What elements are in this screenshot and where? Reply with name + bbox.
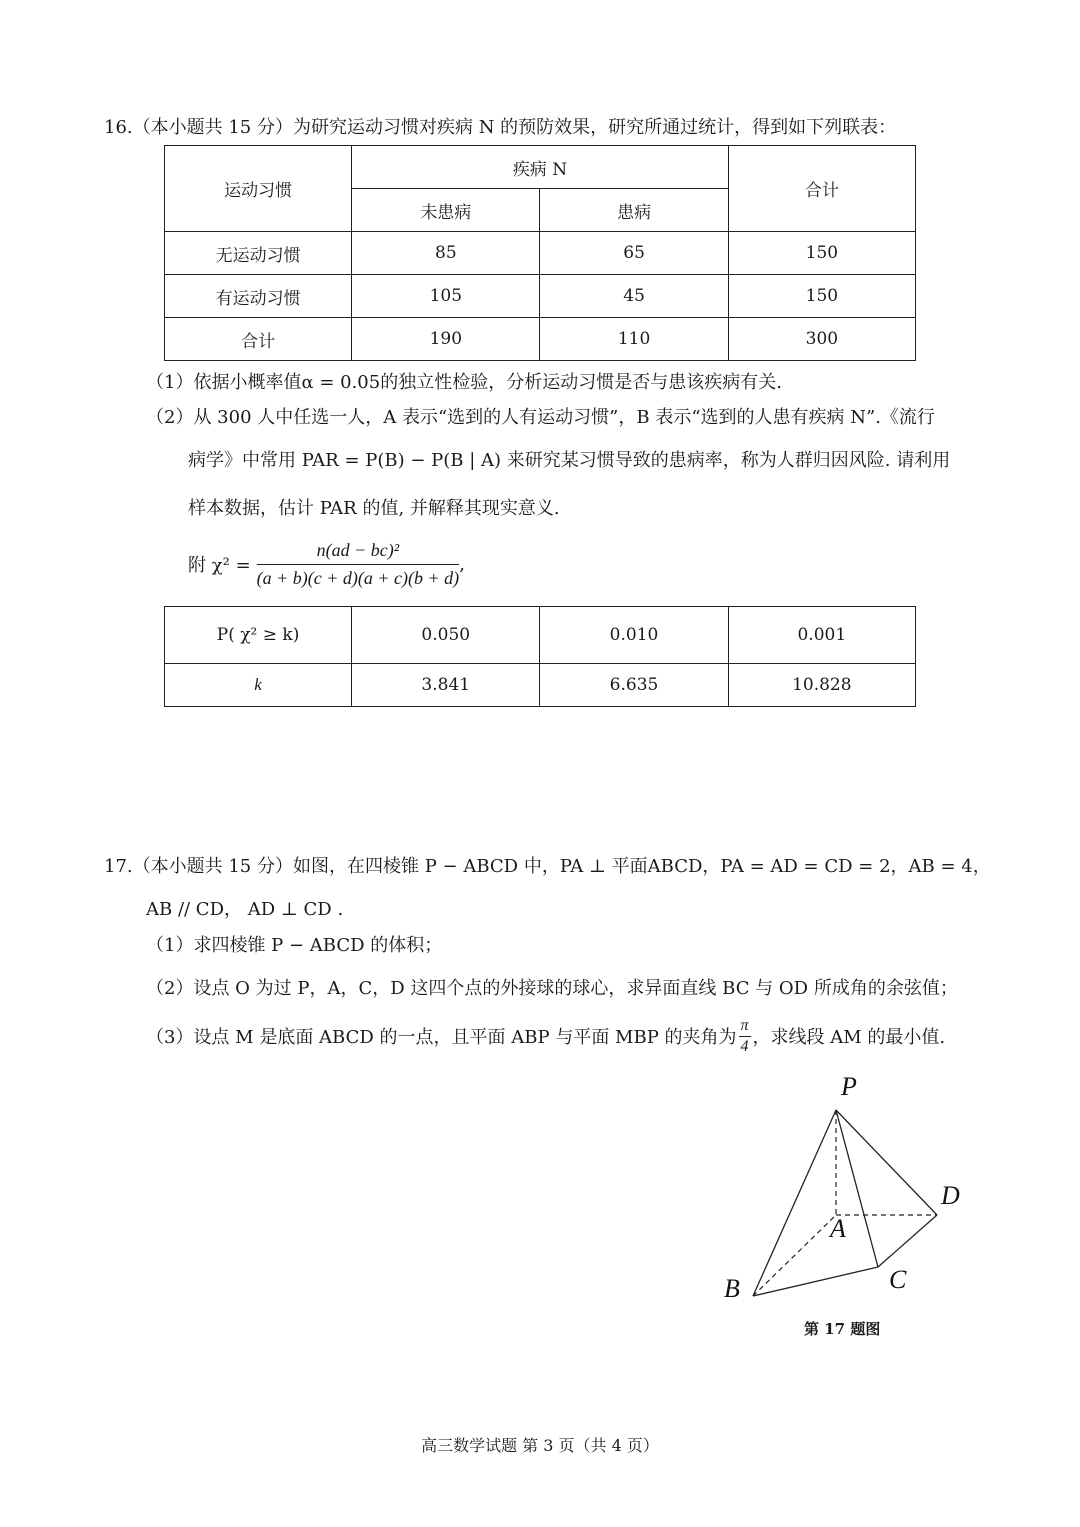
frac-denominator: 4 <box>740 1037 749 1055</box>
q16-part2-line1: （2）从 300 人中任选一人，A 表示“选到的人有运动习惯”，B 表示“选到的人患有疾病 N”.《流行 <box>146 407 935 428</box>
table-cell: 105 <box>352 275 540 318</box>
figure-caption: 第 17 题图 <box>804 1320 881 1338</box>
critical-value-table <box>164 606 916 707</box>
label-B: B <box>724 1274 740 1303</box>
table-row <box>165 318 916 361</box>
label-A: A <box>830 1214 846 1243</box>
formula-numerator: n(ad − bc)² <box>257 540 460 565</box>
table-cell: 300 <box>728 318 915 361</box>
table-cell: 190 <box>352 318 540 361</box>
row-header: 运动习惯 <box>165 146 352 232</box>
p-value: 0.010 <box>540 607 728 664</box>
row-label: 合计 <box>165 318 352 361</box>
table-row <box>165 275 916 318</box>
k-label: k <box>165 664 352 707</box>
table-cell: 45 <box>540 275 728 318</box>
pyramid-figure <box>700 1065 1000 1335</box>
label-C: C <box>889 1265 907 1294</box>
q17-part3-text-a: （3）设点 M 是底面 ABCD 的一点，且平面 ABP 与平面 MBP 的夹角为 <box>146 1027 737 1048</box>
frac-numerator: π <box>739 1017 751 1037</box>
edge-CD <box>878 1215 937 1267</box>
q17-part1: （1）求四棱锥 P − ABCD 的体积； <box>146 935 443 956</box>
edge-PD <box>836 1110 937 1215</box>
q16-intro: 16.（本小题共 15 分）为研究运动习惯对疾病 N 的预防效果，研究所通过统计，得到如下列联表： <box>104 117 897 138</box>
formula-denominator: (a + b)(c + d)(a + c)(b + d) <box>256 567 460 588</box>
label-D: D <box>941 1181 960 1210</box>
q17-part2: （2）设点 O 为过 P，A，C，D 这四个点的外接球的球心，求异面直线 BC 与 OD 所成角的余弦值； <box>146 978 958 999</box>
row-label: 有运动习惯 <box>165 275 352 318</box>
edge-BC <box>753 1267 878 1296</box>
total-header: 合计 <box>728 146 915 232</box>
k-value: 3.841 <box>352 664 540 707</box>
p-value: 0.050 <box>352 607 540 664</box>
table-cell: 110 <box>540 318 728 361</box>
chi-square-formula <box>188 534 465 594</box>
edge-PB <box>753 1110 836 1296</box>
q17-line2: AB // CD， AD ⊥ CD . <box>146 899 344 920</box>
pi-over-4 <box>739 1017 751 1056</box>
q17-line1: 17.（本小题共 15 分）如图，在四棱锥 P − ABCD 中，PA ⊥ 平面ABCD，PA = AD = CD = 2，AB = 4， <box>104 856 991 877</box>
formula-fraction <box>257 540 460 589</box>
sub-header-no-disease: 未患病 <box>352 189 540 232</box>
hidden-edge-BA <box>753 1215 836 1296</box>
q16-part1: （1）依据小概率值α = 0.05的独立性检验，分析运动习惯是否与患该疾病有关. <box>146 372 782 393</box>
k-value: 10.828 <box>728 664 915 707</box>
table-cell: 150 <box>728 275 915 318</box>
contingency-table <box>164 145 916 361</box>
edge-PC <box>836 1110 878 1267</box>
formula-tail: , <box>459 553 465 575</box>
p-header: P( χ² ≥ k) <box>165 607 352 664</box>
sub-header-disease: 患病 <box>540 189 728 232</box>
table-cell: 150 <box>728 232 915 275</box>
q17-part3 <box>146 1012 945 1060</box>
row-label: 无运动习惯 <box>165 232 352 275</box>
table-cell: 65 <box>540 232 728 275</box>
group-header: 疾病 N <box>352 146 729 189</box>
q16-part2-line3: 样本数据，估计 PAR 的值, 并解释其现实意义. <box>188 498 560 519</box>
p-value: 0.001 <box>728 607 915 664</box>
label-P: P <box>841 1072 857 1101</box>
q16-part2-line2: 病学》中常用 PAR = P(B) − P(B | A) 来研究某习惯导致的患病率，称为人群归因风险. 请利用 <box>188 450 951 471</box>
table-cell: 85 <box>352 232 540 275</box>
appendix-label: 附 χ² = <box>188 555 251 576</box>
table-row <box>165 232 916 275</box>
page-footer: 高三数学试题 第 3 页（共 4 页） <box>421 1436 659 1455</box>
q17-part3-text-b: ，求线段 AM 的最小值. <box>752 1027 946 1048</box>
k-value: 6.635 <box>540 664 728 707</box>
